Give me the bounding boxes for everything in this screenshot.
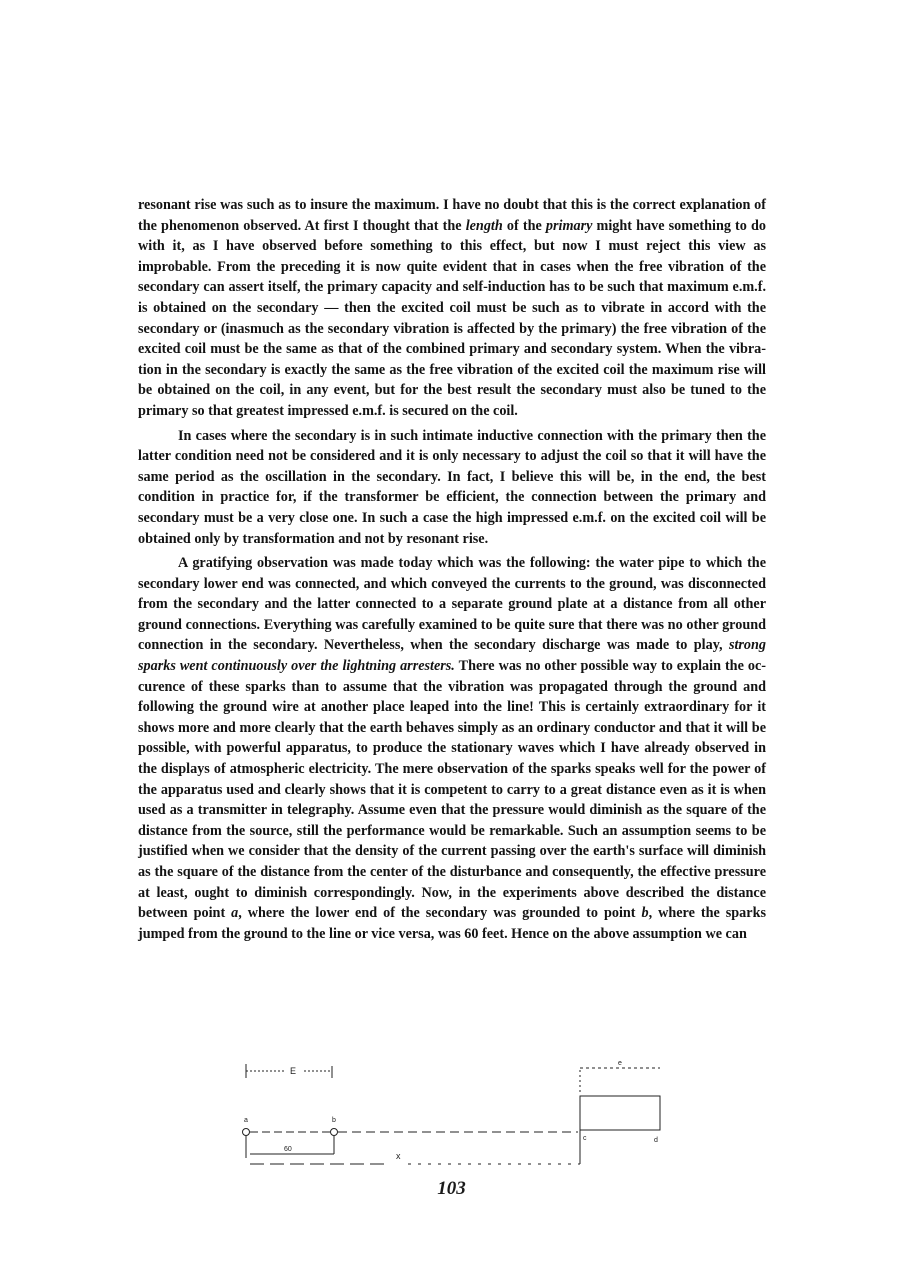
label-c: c [583,1135,587,1142]
paragraph-2: In cases where the secondary is in such intimate inductive connection with the primary then the latter condition need not be considered and it is only necessary to adjust the coil so that it will have the same period as the oscillation in the secondary. In fact, I believe this will be, in the end, the best condition in practice for, if the transformer be efficient, the connection between the primary and secondary must be a very close one. In such a case the high impressed e.m.f. on the excited coil will be obtained only by transformation and not by resonant rise. [138,427,766,547]
ground-circuit-diagram [240,1056,670,1166]
terminal-b [331,1129,338,1136]
label-E: E [290,1066,297,1076]
label-d: d [654,1137,658,1144]
label-a: a [244,1117,248,1124]
paragraph-1: resonant rise was such as to insure the maximum. I have no doubt that this is the correct explanation of the phenomenon observed. At first I thought that the length of the primary might have something to do with it, as I have observed before something to this effect, but now I must reject this view as improbable. From the preceding it is now quite evident that in cases when the free vibration of the secondary can assert itself, the primary capacity and self-induction has to be such that maximum e.m.f. is obtained on the secondary — then the excited coil must be such as to vibrate in accord with the secondary or (inasmuch as the secondary vibration is affected by the primary) the free vibration of the excited coil must be the same as that of the combined primary and secondary system. When the vibration in the secondary is exactly the same as the free vibration of the excited coil the maximum rise will be obtained on the coil, in any event, but for the best result the secondary must also be tuned to the primary so that greatest impressed e.m.f. is secured on the coil. [138,197,766,419]
label-x: x [396,1151,401,1161]
terminal-a [243,1129,250,1136]
page-number: 103 [437,1178,466,1199]
label-b: b [332,1117,336,1124]
paragraph-3: A gratifying observation was made today which was the following: the water pipe to which the secondary lower end was connected, and which conveyed the currents to the ground, was disconnected from the secondary and the latter connected to a separate ground plate at a distance from all other ground connections. Everything was carefully examined to be quite sure that there was no other ground connection in the secondary. Nevertheless, when the secondary discharge was made to play, strong sparks went continuously over the lightning arresters. There was no other possible way to explain the occurence of these sparks than to assume that the vibration was propagated through the ground and following the ground wire at another place leaped into the line! This is certainly extraordinary for it shows more and more clearly that the earth behaves simply as an ordinary conductor and that it will be possible, with powerful apparatus, to produce the stationary waves which I have already observed in the displays of atmospheric electricity. The mere observation of the sparks speaks well for the power of the apparatus used and clearly shows that it is competent to carry to a great distance even as it is when used as a transmitter in telegraphy. Assume even that the pressure would diminish as the square of the distance from the source, still the performance would be remarkable. Such an assumption seems to be justified when we consider that the density of the current passing over the earth's surface will diminish as the square of the distance from the center of the disturbance and consequently, the effective pressure at least, ought to diminish correspondingly. Now, in the experiments above described the distance between point a, where the lower end of the secondary was grounded to point b, where the sparks jumped from the ground to the line or vice versa, was 60 feet. Hence on the above assumption we can [138,555,766,942]
page-body [138,195,766,944]
label-60: 60 [284,1146,292,1153]
circuit-drawing [240,1056,670,1166]
label-e: e [618,1060,622,1067]
distant-line-box [580,1096,660,1130]
